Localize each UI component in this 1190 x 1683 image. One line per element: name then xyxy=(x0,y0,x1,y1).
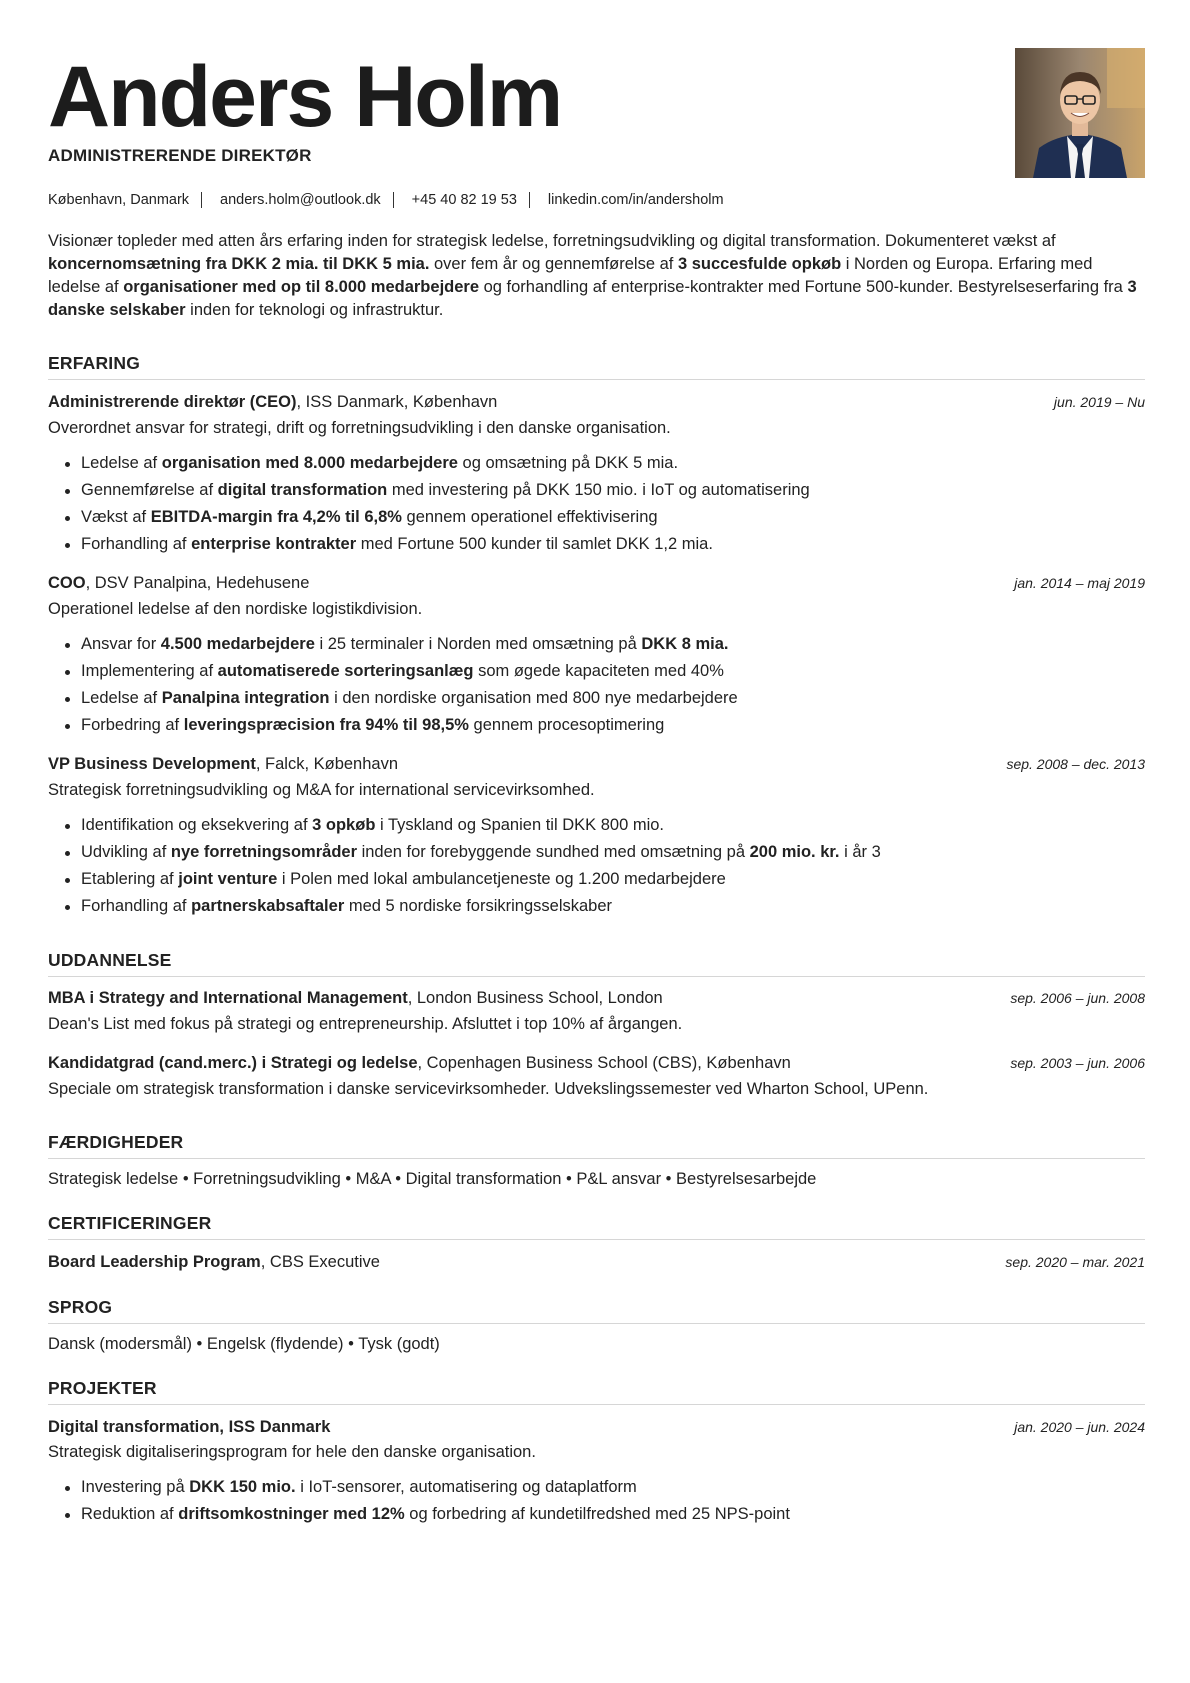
job-organization: , ISS Danmark, København xyxy=(296,393,498,411)
languages-list: Dansk (modersmål) • Engelsk (flydende) • Tysk (godt) xyxy=(48,1335,440,1353)
project-description: Strategisk digitaliseringsprogram for hele den danske organisation. xyxy=(48,1443,536,1461)
list-item: Reduktion af driftsomkostninger med 12% og forbedring af kundetilfredshed med 25 NPS-point xyxy=(48,1501,790,1528)
job-description: Strategisk forretningsudvikling og M&A for international servicevirksomhed. xyxy=(48,781,595,799)
education-date: sep. 2003 – jun. 2006 xyxy=(1010,1055,1145,1071)
section-title-certifications: CERTIFICERINGER xyxy=(48,1213,212,1233)
profile-photo-portrait xyxy=(1015,48,1145,178)
education-entry-header xyxy=(48,989,1145,1008)
section-title-languages: SPROG xyxy=(48,1297,113,1317)
job-date: jan. 2014 – maj 2019 xyxy=(1014,575,1145,591)
section-title-skills: FÆRDIGHEDER xyxy=(48,1132,184,1152)
education-school: , London Business School, London xyxy=(407,989,663,1007)
summary-text: inden for teknologi og infrastruktur. xyxy=(185,301,444,319)
certification-date: sep. 2020 – mar. 2021 xyxy=(1005,1254,1145,1270)
section-title-experience: ERFARING xyxy=(48,353,141,373)
job-organization: , Falck, København xyxy=(255,755,399,773)
candidate-name: Anders Holm xyxy=(48,49,562,145)
job-bullets xyxy=(48,812,881,920)
summary-highlight: 3 danske selskaber xyxy=(48,278,1137,319)
list-item: Forhandling af enterprise kontrakter med Fortune 500 kunder til samlet DKK 1,2 mia. xyxy=(48,531,810,558)
section-title-education: UDDANNELSE xyxy=(48,950,172,970)
job-date: sep. 2008 – dec. 2013 xyxy=(1006,756,1145,772)
project-name: Digital transformation, ISS Danmark xyxy=(48,1418,331,1436)
summary-text: i Norden og Europa. Erfaring med ledelse af xyxy=(48,255,1093,296)
resume-header xyxy=(48,0,1142,236)
summary-text: og forhandling af enterprise-kontrakter med Fortune 500-kunder. Bestyrelseserfaring fra xyxy=(479,278,1128,296)
list-item: Forbedring af leveringspræcision fra 94% til 98,5% gennem procesoptimering xyxy=(48,712,738,739)
summary-text: Visionær topleder med atten års erfaring inden for strategisk ledelse, forretningsudvikling og digital transformation. Dokumenteret vækst af xyxy=(48,232,1056,250)
project-entry-header xyxy=(48,1418,1145,1437)
list-item: Etablering af joint venture i Polen med lokal ambulancetjeneste og 1.200 medarbejdere xyxy=(48,866,881,893)
education-description: Dean's List med fokus på strategi og entrepreneurship. Afsluttet i top 10% af årgangen. xyxy=(48,1015,683,1033)
job-bullets xyxy=(48,631,738,739)
contact-divider xyxy=(529,192,530,208)
project-bullets xyxy=(48,1474,790,1528)
contact-phone[interactable]: +45 40 82 19 53 xyxy=(411,192,517,208)
education-degree: MBA i Strategy and International Management xyxy=(48,989,408,1007)
contact-linkedin[interactable]: linkedin.com/in/andersholm xyxy=(547,192,724,208)
education-school: , Copenhagen Business School (CBS), København xyxy=(417,1054,791,1072)
contact-line xyxy=(48,192,724,208)
list-item: Ledelse af Panalpina integration i den nordiske organisation med 800 nye medarbejdere xyxy=(48,685,738,712)
certification-name: Board Leadership Program xyxy=(48,1253,261,1271)
list-item: Udvikling af nye forretningsområder inden for forebyggende sundhed med omsætning på 200 mio. kr. i år 3 xyxy=(48,839,881,866)
skills-list: Strategisk ledelse • Forretningsudvikling • M&A • Digital transformation • P&L ansvar • Bestyrelsesarbejde xyxy=(48,1170,817,1188)
summary-highlight: 3 succesfulde opkøb xyxy=(677,255,842,273)
list-item: Ansvar for 4.500 medarbejdere i 25 terminaler i Norden med omsætning på DKK 8 mia. xyxy=(48,631,738,658)
job-description: Operationel ledelse af den nordiske logistikdivision. xyxy=(48,600,423,618)
section-divider xyxy=(48,1158,1145,1159)
education-date: sep. 2006 – jun. 2008 xyxy=(1010,990,1145,1006)
job-organization: , DSV Panalpina, Hedehusene xyxy=(85,574,310,592)
section-divider xyxy=(48,1323,1145,1324)
job-role: COO xyxy=(48,574,86,592)
job-role: VP Business Development xyxy=(48,755,256,773)
section-title-projects: PROJEKTER xyxy=(48,1378,157,1398)
profile-summary xyxy=(48,230,1145,322)
summary-highlight: koncernomsætning fra DKK 2 mia. til DKK 5 mia. xyxy=(48,255,430,273)
job-title: ADMINISTRERENDE DIREKTØR xyxy=(48,146,312,165)
list-item: Vækst af EBITDA-margin fra 4,2% til 6,8% gennem operationel effektivisering xyxy=(48,504,810,531)
summary-highlight: organisationer med op til 8.000 medarbejdere xyxy=(123,278,479,296)
job-date: jun. 2019 – Nu xyxy=(1053,394,1145,410)
list-item: Ledelse af organisation med 8.000 medarbejdere og omsætning på DKK 5 mia. xyxy=(48,450,810,477)
list-item: Identifikation og eksekvering af 3 opkøb i Tyskland og Spanien til DKK 800 mio. xyxy=(48,812,881,839)
certification-entry xyxy=(48,1253,1145,1272)
job-entry-header xyxy=(48,393,1145,412)
summary-text: over fem år og gennemførelse af xyxy=(429,255,678,273)
section-divider xyxy=(48,1239,1145,1240)
section-divider xyxy=(48,976,1145,977)
list-item: Gennemførelse af digital transformation med investering på DKK 150 mio. i IoT og automatisering xyxy=(48,477,810,504)
contact-divider xyxy=(201,192,202,208)
education-entry-header xyxy=(48,1054,1145,1073)
contact-email[interactable]: anders.holm@outlook.dk xyxy=(220,192,381,208)
education-degree: Kandidatgrad (cand.merc.) i Strategi og ledelse xyxy=(48,1054,418,1072)
list-item: Implementering af automatiserede sorteringsanlæg som øgede kapaciteten med 40% xyxy=(48,658,738,685)
section-divider xyxy=(48,1404,1145,1405)
job-entry-header xyxy=(48,574,1145,593)
job-description: Overordnet ansvar for strategi, drift og forretningsudvikling i den danske organisation. xyxy=(48,419,671,437)
education-description: Speciale om strategisk transformation i danske servicevirksomheder. Udvekslingssemester ved Wharton School, UPenn. xyxy=(48,1080,929,1098)
project-date: jan. 2020 – jun. 2024 xyxy=(1014,1419,1145,1435)
contact-divider xyxy=(393,192,394,208)
job-entry-header xyxy=(48,755,1145,774)
list-item: Forhandling af partnerskabsaftaler med 5 nordiske forsikringsselskaber xyxy=(48,893,881,920)
resume-page xyxy=(48,0,1145,1523)
section-divider xyxy=(48,379,1145,380)
contact-location: København, Danmark xyxy=(48,192,190,208)
certification-org: , CBS Executive xyxy=(260,1253,380,1271)
job-bullets xyxy=(48,450,810,558)
job-role: Administrerende direktør (CEO) xyxy=(48,393,297,411)
list-item: Investering på DKK 150 mio. i IoT-sensorer, automatisering og dataplatform xyxy=(48,1474,790,1501)
profile-photo xyxy=(1015,48,1145,178)
